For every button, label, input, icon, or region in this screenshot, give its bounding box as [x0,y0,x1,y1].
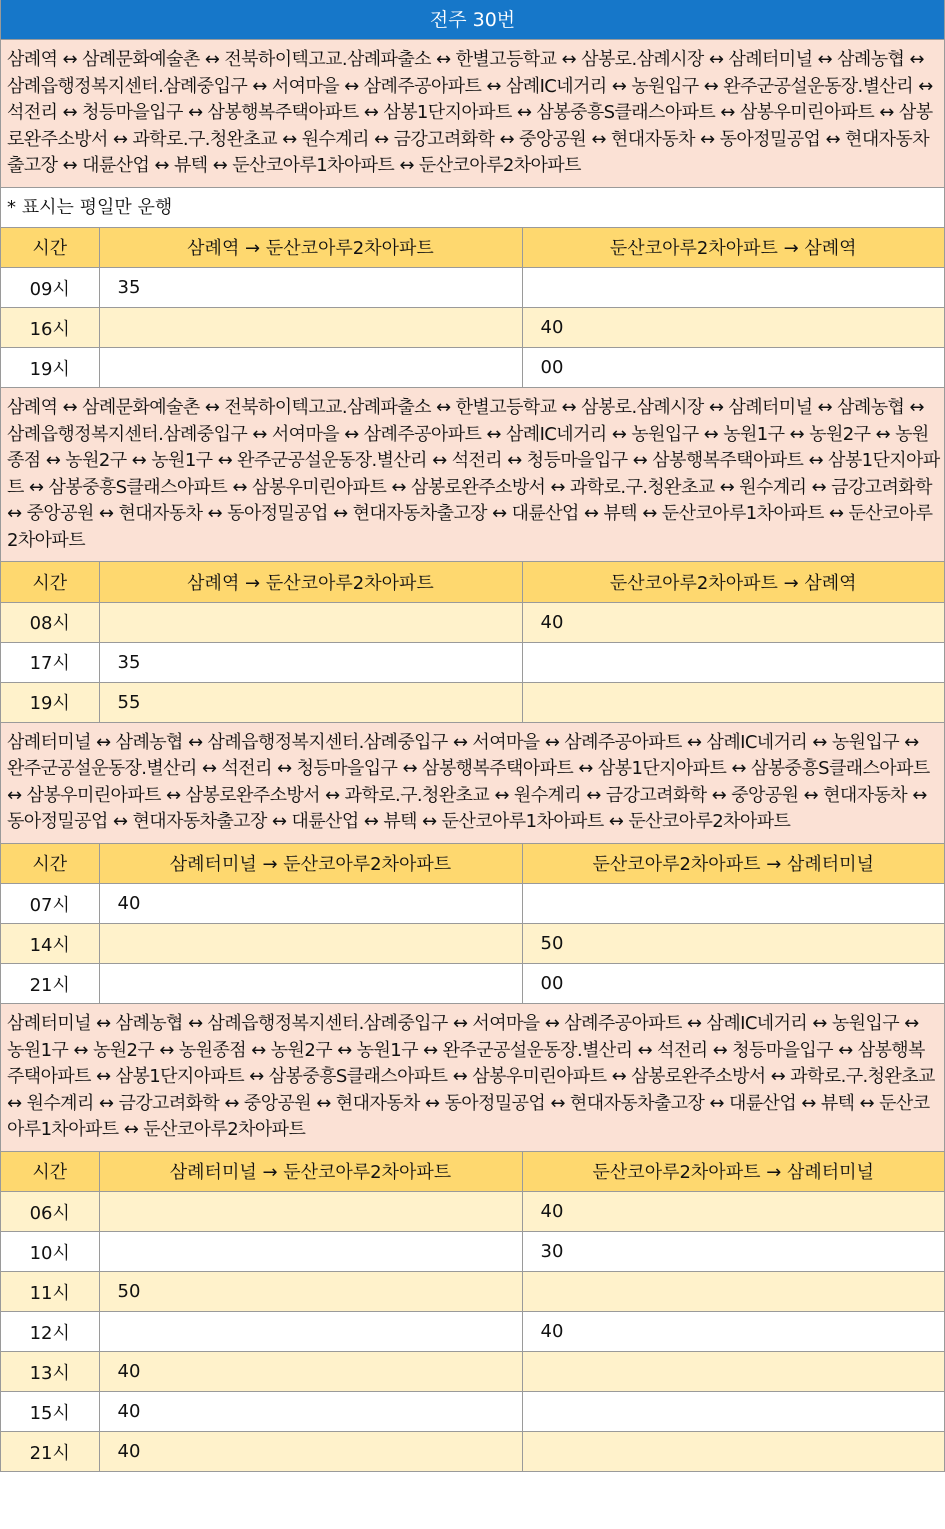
header-outbound: 삼례터미널 → 둔산코아루2차아파트 [99,844,522,884]
outbound-minute-cell [99,308,522,348]
inbound-minute-cell: 00 [522,964,944,1004]
hour-cell: 06시 [1,1192,99,1232]
inbound-minute-cell [522,642,944,682]
schedule-section [1,40,944,388]
table-row [1,602,944,642]
outbound-minute-cell [99,1232,522,1272]
header-inbound: 둔산코아루2차아파트 → 삼례터미널 [522,844,944,884]
hour-cell: 08시 [1,602,99,642]
inbound-minute-cell [522,1352,944,1392]
schedule-table [1,562,944,723]
inbound-minute-cell: 40 [522,602,944,642]
page-title: 전주 30번 [1,0,944,40]
schedule-table [1,844,944,1005]
schedule-section [1,1004,944,1472]
schedule-table [1,1152,944,1473]
table-row [1,682,944,722]
table-header-row [1,844,944,884]
inbound-minute-cell [522,268,944,308]
outbound-minute-cell: 40 [99,1352,522,1392]
hour-cell: 14시 [1,924,99,964]
inbound-minute-cell: 40 [522,1312,944,1352]
outbound-minute-cell: 55 [99,682,522,722]
inbound-minute-cell: 40 [522,308,944,348]
outbound-minute-cell [99,964,522,1004]
table-row [1,348,944,388]
outbound-minute-cell [99,924,522,964]
hour-cell: 21시 [1,964,99,1004]
hour-cell: 19시 [1,682,99,722]
inbound-minute-cell: 30 [522,1232,944,1272]
hour-cell: 19시 [1,348,99,388]
header-outbound: 삼례터미널 → 둔산코아루2차아파트 [99,1152,522,1192]
table-row [1,924,944,964]
outbound-minute-cell [99,1312,522,1352]
table-row [1,1272,944,1312]
hour-cell: 12시 [1,1312,99,1352]
table-row [1,884,944,924]
table-header-row [1,562,944,602]
outbound-minute-cell: 40 [99,1432,522,1472]
outbound-minute-cell [99,602,522,642]
hour-cell: 21시 [1,1432,99,1472]
schedule-section [1,723,944,1005]
route-description: 삼례역 ↔ 삼례문화예술촌 ↔ 전북하이텍고교.삼례파출소 ↔ 한별고등학교 ↔ 삼봉로.삼례시장 ↔ 삼례터미널 ↔ 삼례농협 ↔ 삼례읍행정복지센터.삼례중입구 ↔ 서여마을 ↔ 삼례주공아파트 ↔ 삼례IC네거리 ↔ 농원입구 ↔ 농원1구 ↔ 농원2구 ↔ 농원종점 ↔ 농원2구 ↔ 농원1구 ↔ 완주군공설운동장.별산리 ↔ 석전리 ↔ 청등마을입구 ↔ 삼봉행복주택아파트 ↔ 삼봉1단지아파트 ↔ 삼봉중흥S클래스아파트 ↔ 삼봉우미린아파트 ↔ 삼봉로완주소방서 ↔ 과학로.구.청완초교 ↔ 원수계리 ↔ 금강고려화학 ↔ 중앙공원 ↔ 현대자동차 ↔ 동아정밀공업 ↔ 현대자동차출고장 ↔ 대륜산업 ↔ 뷰텍 ↔ 둔산코아루1차아파트 ↔ 둔산코아루2차아파트 [1,388,944,562]
table-row [1,1312,944,1352]
outbound-minute-cell: 35 [99,642,522,682]
table-row [1,1352,944,1392]
hour-cell: 11시 [1,1272,99,1312]
header-hour: 시간 [1,228,99,268]
header-hour: 시간 [1,562,99,602]
hour-cell: 15시 [1,1392,99,1432]
header-outbound: 삼례역 → 둔산코아루2차아파트 [99,228,522,268]
header-inbound: 둔산코아루2차아파트 → 삼례역 [522,562,944,602]
table-header-row [1,228,944,268]
hour-cell: 13시 [1,1352,99,1392]
table-row [1,308,944,348]
inbound-minute-cell [522,1392,944,1432]
weekday-note: * 표시는 평일만 운행 [1,188,944,228]
outbound-minute-cell: 50 [99,1272,522,1312]
inbound-minute-cell [522,682,944,722]
inbound-minute-cell: 40 [522,1192,944,1232]
table-row [1,964,944,1004]
outbound-minute-cell [99,348,522,388]
route-description: 삼례터미널 ↔ 삼례농협 ↔ 삼례읍행정복지센터.삼례중입구 ↔ 서여마을 ↔ 삼례주공아파트 ↔ 삼례IC네거리 ↔ 농원입구 ↔ 농원1구 ↔ 농원2구 ↔ 농원종점 ↔ 농원2구 ↔ 농원1구 ↔ 완주군공설운동장.별산리 ↔ 석전리 ↔ 청등마을입구 ↔ 삼봉행복주택아파트 ↔ 삼봉1단지아파트 ↔ 삼봉중흥S클래스아파트 ↔ 삼봉우미린아파트 ↔ 삼봉로완주소방서 ↔ 과학로.구.청완초교 ↔ 원수계리 ↔ 금강고려화학 ↔ 중앙공원 ↔ 현대자동차 ↔ 동아정밀공업 ↔ 현대자동차출고장 ↔ 대륜산업 ↔ 뷰텍 ↔ 둔산코아루1차아파트 ↔ 둔산코아루2차아파트 [1,1004,944,1152]
table-header-row [1,1152,944,1192]
outbound-minute-cell: 35 [99,268,522,308]
outbound-minute-cell: 40 [99,884,522,924]
table-row [1,642,944,682]
hour-cell: 17시 [1,642,99,682]
hour-cell: 07시 [1,884,99,924]
hour-cell: 09시 [1,268,99,308]
inbound-minute-cell: 00 [522,348,944,388]
header-inbound: 둔산코아루2차아파트 → 삼례역 [522,228,944,268]
route-description: 삼례역 ↔ 삼례문화예술촌 ↔ 전북하이텍고교.삼례파출소 ↔ 한별고등학교 ↔ 삼봉로.삼례시장 ↔ 삼례터미널 ↔ 삼례농협 ↔ 삼례읍행정복지센터.삼례중입구 ↔ 서여마을 ↔ 삼례주공아파트 ↔ 삼례IC네거리 ↔ 농원입구 ↔ 완주군공설운동장.별산리 ↔ 석전리 ↔ 청등마을입구 ↔ 삼봉행복주택아파트 ↔ 삼봉1단지아파트 ↔ 삼봉중흥S클래스아파트 ↔ 삼봉우미린아파트 ↔ 삼봉로완주소방서 ↔ 과학로.구.청완초교 ↔ 원수계리 ↔ 금강고려화학 ↔ 중앙공원 ↔ 현대자동차 ↔ 동아정밀공업 ↔ 현대자동차출고장 ↔ 대륜산업 ↔ 뷰텍 ↔ 둔산코아루1차아파트 ↔ 둔산코아루2차아파트 [1,40,944,188]
table-row [1,268,944,308]
outbound-minute-cell [99,1192,522,1232]
route-description: 삼례터미널 ↔ 삼례농협 ↔ 삼례읍행정복지센터.삼례중입구 ↔ 서여마을 ↔ 삼례주공아파트 ↔ 삼례IC네거리 ↔ 농원입구 ↔ 완주군공설운동장.별산리 ↔ 석전리 ↔ 청등마을입구 ↔ 삼봉행복주택아파트 ↔ 삼봉1단지아파트 ↔ 삼봉중흥S클래스아파트 ↔ 삼봉우미린아파트 ↔ 삼봉로완주소방서 ↔ 과학로.구.청완초교 ↔ 원수계리 ↔ 금강고려화학 ↔ 중앙공원 ↔ 현대자동차 ↔ 동아정밀공업 ↔ 현대자동차출고장 ↔ 대륜산업 ↔ 뷰텍 ↔ 둔산코아루1차아파트 ↔ 둔산코아루2차아파트 [1,723,944,844]
header-hour: 시간 [1,844,99,884]
hour-cell: 10시 [1,1232,99,1272]
header-hour: 시간 [1,1152,99,1192]
header-inbound: 둔산코아루2차아파트 → 삼례터미널 [522,1152,944,1192]
inbound-minute-cell: 50 [522,924,944,964]
table-row [1,1192,944,1232]
table-row [1,1392,944,1432]
outbound-minute-cell: 40 [99,1392,522,1432]
schedule-table [1,228,944,389]
table-row [1,1432,944,1472]
header-outbound: 삼례역 → 둔산코아루2차아파트 [99,562,522,602]
hour-cell: 16시 [1,308,99,348]
inbound-minute-cell [522,884,944,924]
schedule-section [1,388,944,723]
inbound-minute-cell [522,1432,944,1472]
table-row [1,1232,944,1272]
inbound-minute-cell [522,1272,944,1312]
